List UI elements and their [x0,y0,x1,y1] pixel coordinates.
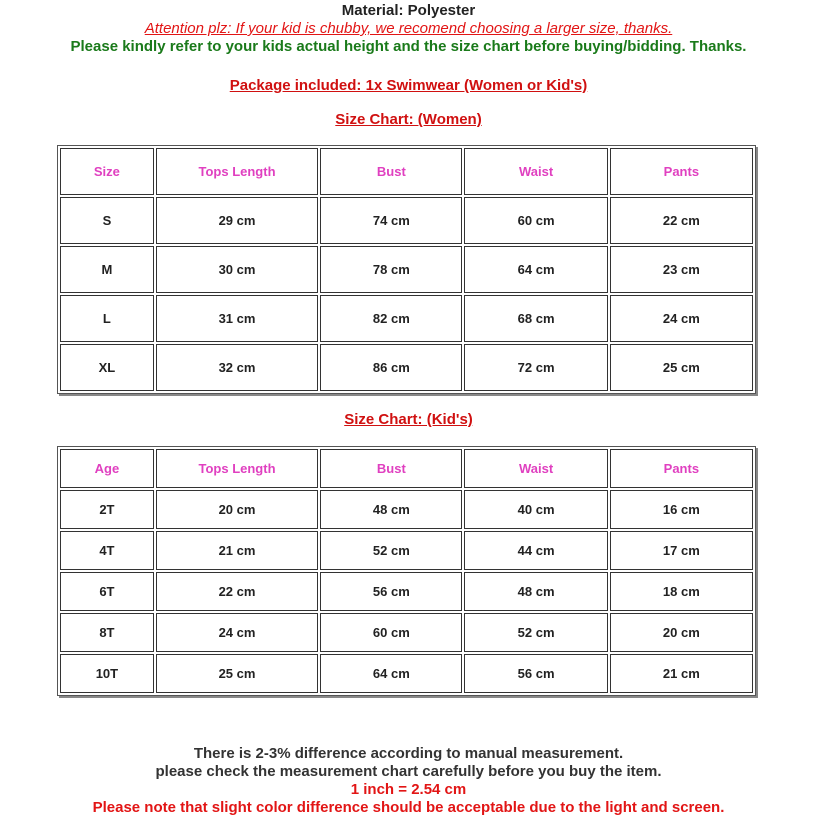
table-cell: 23 cm [610,246,753,293]
measurement-difference-note: There is 2-3% difference according to manual measurement. [193,745,624,762]
table-cell: M [60,246,154,293]
table-cell: 29 cm [156,197,318,244]
table-cell: 64 cm [464,246,607,293]
column-header: Pants [610,449,753,488]
table-cell: 52 cm [320,531,462,570]
table-cell: 64 cm [320,654,462,693]
column-header: Pants [610,148,753,195]
table-cell: L [60,295,154,342]
table-header-row [60,449,753,488]
table-row [60,246,753,293]
table-cell: 48 cm [320,490,462,529]
table-cell: 32 cm [156,344,318,391]
table-cell: 56 cm [464,654,607,693]
table-cell: 68 cm [464,295,607,342]
table-cell: 24 cm [610,295,753,342]
table-row [60,295,753,342]
table-cell: XL [60,344,154,391]
table-cell: 20 cm [156,490,318,529]
column-header: Bust [320,148,462,195]
table-cell: 25 cm [156,654,318,693]
attention-note: Attention plz: If your kid is chubby, we recomend choosing a larger size, thanks. [144,20,673,37]
table-cell: 16 cm [610,490,753,529]
table-cell: 2T [60,490,154,529]
table-cell: 24 cm [156,613,318,652]
table-cell: 4T [60,531,154,570]
table-row [60,344,753,391]
table-row [60,572,753,611]
table-cell: 20 cm [610,613,753,652]
table-cell: 21 cm [610,654,753,693]
size-reference-note: Please kindly refer to your kids actual height and the size chart before buying/bidding. Thanks. [70,38,747,55]
material-line: Material: Polyester [341,2,476,19]
table-row [60,531,753,570]
table-cell: 6T [60,572,154,611]
table-cell: 60 cm [320,613,462,652]
table-cell: 40 cm [464,490,607,529]
color-difference-note: Please note that slight color difference should be acceptable due to the light and screen. [92,799,725,816]
table-cell: 78 cm [320,246,462,293]
table-cell: 48 cm [464,572,607,611]
table-cell: 31 cm [156,295,318,342]
table-cell: 86 cm [320,344,462,391]
column-header: Size [60,148,154,195]
column-header: Age [60,449,154,488]
check-chart-note: please check the measurement chart carefully before you buy the item. [155,763,662,780]
table-row [60,613,753,652]
table-cell: 8T [60,613,154,652]
table-cell: 44 cm [464,531,607,570]
column-header: Bust [320,449,462,488]
table-cell: 25 cm [610,344,753,391]
table-cell: 82 cm [320,295,462,342]
column-header: Tops Length [156,148,318,195]
table-cell: S [60,197,154,244]
table-row [60,197,753,244]
kids-size-table [57,446,756,696]
table-cell: 56 cm [320,572,462,611]
table-cell: 30 cm [156,246,318,293]
table-cell: 52 cm [464,613,607,652]
table-row [60,490,753,529]
column-header: Waist [464,148,607,195]
women-chart-title: Size Chart: (Women) [335,111,482,128]
column-header: Tops Length [156,449,318,488]
table-row [60,654,753,693]
package-included: Package included: 1x Swimwear (Women or Kid's) [229,77,588,94]
kids-chart-title: Size Chart: (Kid's) [344,411,473,428]
column-header: Waist [464,449,607,488]
table-cell: 21 cm [156,531,318,570]
table-header-row [60,148,753,195]
table-cell: 74 cm [320,197,462,244]
inch-conversion-note: 1 inch = 2.54 cm [350,781,467,798]
table-cell: 17 cm [610,531,753,570]
women-size-table [57,145,756,394]
table-cell: 72 cm [464,344,607,391]
table-cell: 10T [60,654,154,693]
table-cell: 18 cm [610,572,753,611]
table-cell: 22 cm [156,572,318,611]
table-cell: 22 cm [610,197,753,244]
table-cell: 60 cm [464,197,607,244]
